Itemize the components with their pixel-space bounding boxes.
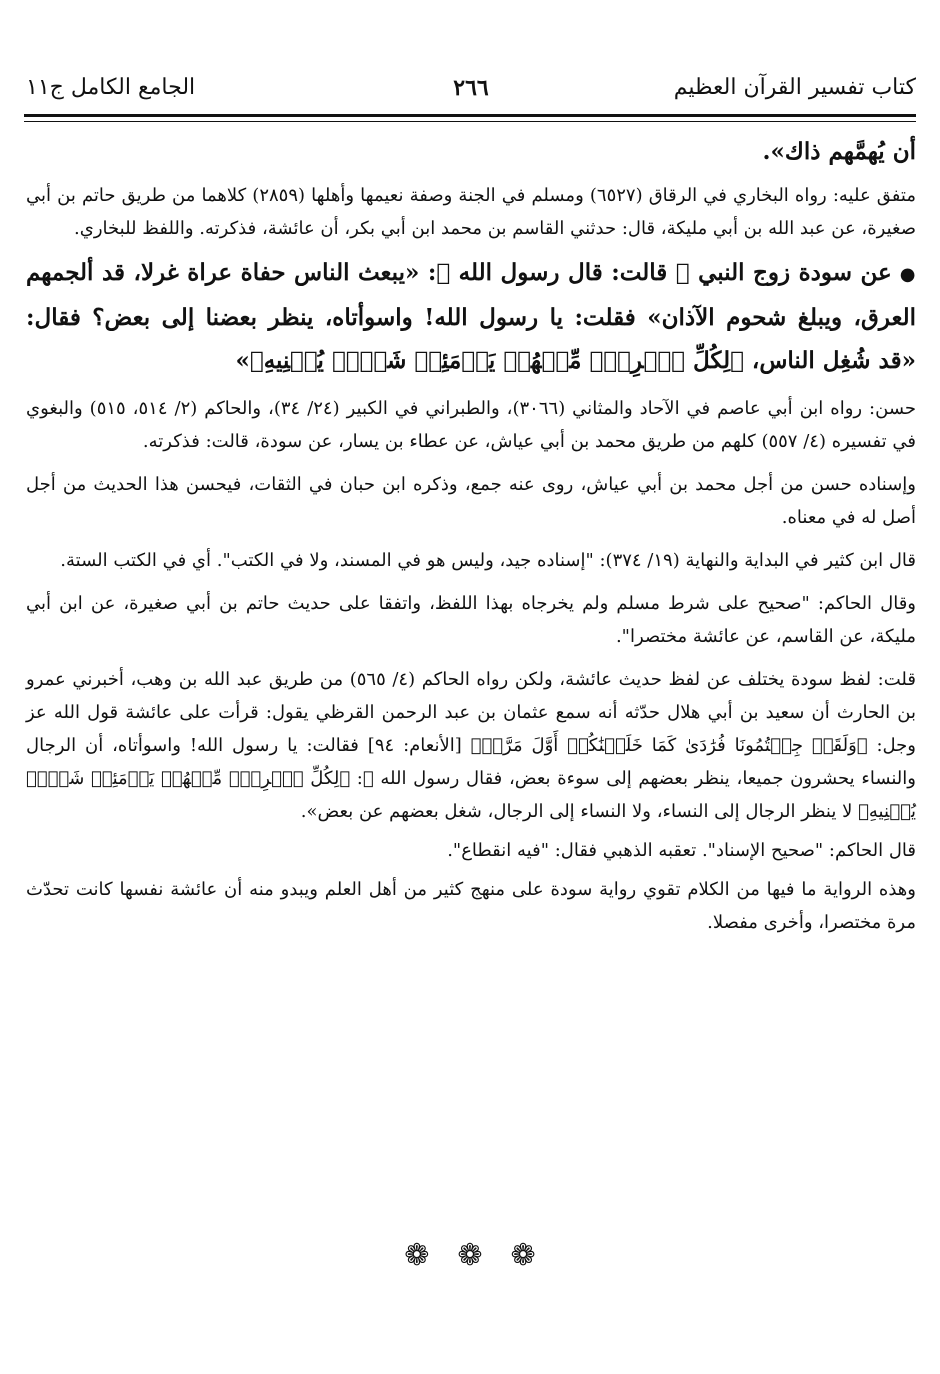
- ornament-divider-icon: ❁❁❁: [404, 1238, 564, 1273]
- page-number: ٢٦٦: [453, 75, 489, 101]
- book-title: كتاب تفسير القرآن العظيم: [673, 75, 916, 100]
- header-rule-thin: [24, 121, 916, 122]
- hadith-continuation: أن يُهمَّهم ذاك».: [762, 138, 916, 165]
- hakim-dhahabi-note: قال الحاكم: "صحيح الإسناد". تعقبه الذهبي فقال: "فيه انقطاع".: [447, 840, 916, 861]
- isnad-note: وإسناده حسن من أجل محمد بن أبي عياش، روى عنه جمع، وذكره ابن حبان في الثقات، فيحسن هذا الحديث من أجل أصل له في معناه.: [26, 474, 916, 528]
- hadith-sawda: [26, 251, 916, 382]
- ibn-kathir-note: قال ابن كثير في البداية والنهاية (١٩/ ٣٧٤): "إسناده جيد، وليس هو في المسند، ولا في الكتب". أي في الكتب الستة.: [60, 550, 916, 571]
- hakim-note: وقال الحاكم: "صحيح على شرط مسلم ولم يخرجاه بهذا اللفظ، واتفقا على حديث حاتم بن أبي صغيرة، عن ابن أبي مليكة، عن القاسم، عن عائشة مختصرا".: [26, 593, 916, 647]
- volume-label: الجامع الكامل ج١١: [26, 75, 196, 100]
- takhrij-note-1: متفق عليه: رواه البخاري في الرقاق (٦٥٢٧) ومسلم في الجنة وصفة نعيمها وأهلها (٢٨٥٩) كلاهما من طريق حاتم بن أبي صغيرة، عن عبد الله بن أبي مليكة، قال: حدثني القاسم بن محمد ابن أبي بكر، أن عائشة، فذكرته. واللفظ للبخاري.: [26, 185, 916, 239]
- takhrij-note-2: حسن: رواه ابن أبي عاصم في الآحاد والمثاني (٣٠٦٦)، والطبراني في الكبير (٢٤/ ٣٤)، والحاكم (٢/ ٥١٤، ٥١٥) والبغوي في تفسيره (٤/ ٥٥٧) كلهم من طريق محمد بن أبي عياش، عن عطاء بن يسار، عن سودة، قالت: فذكرته.: [26, 398, 917, 452]
- page-header: [26, 68, 916, 108]
- author-comment: قلت: لفظ سودة يختلف عن لفظ حديث عائشة، ولكن رواه الحاكم (٤/ ٥٦٥) من طريق عبد الله بن وهب، أخبرني عمرو بن الحارث أن سعيد بن أبي هلال حدّثه أنه سمع عثمان بن عبد الرحمن القرظي يقول: قرأت على عائشة قول الله عز وجل: ﴿وَلَقَدۡ جِئۡتُمُونَا فُرَٰدَىٰ كَمَا خَلَقۡنَٰكُمۡ أَوَّلَ مَرَّةٖ﴾ [الأنعام: ٩٤] فقالت: يا رسول الله! واسوأتاه، أن الرجال والنساء يحشرون جميعا، ينظر بعضهم إلى سوءة بعض، فقال رسول الله ﷺ: ﴿لِكُلِّ ٱمۡرِيٕٖ مِّنۡهُمۡ يَوۡمَئِذٖ شَأۡنٞ يُغۡنِيهِ﴾ لا ينظر الرجال إلى النساء، ولا النساء إلى الرجال، شغل بعضهم عن بعض».: [26, 669, 916, 822]
- page-content: [26, 130, 916, 939]
- header-rule-thick: [24, 114, 916, 117]
- hadith-sawda-text: عن سودة زوج النبي ﷺ قالت: قال رسول الله ﷺ: «يبعث الناس حفاة عراة غرلا، قد ألجمهم العرق، ويبلغ شحوم الآذان» فقلت: يا رسول الله! واسوأتاه، ينظر بعضنا إلى بعض؟ فقال: «قد شُغِل الناس، ﴿لِكُلِّ ٱمۡرِيٕٖ مِّنۡهُمۡ يَوۡمَئِذٖ شَأۡنٞ يُغۡنِيهِ﴾»: [26, 259, 916, 374]
- bullet-icon: ●: [899, 264, 916, 285]
- conclusion-note: وهذه الرواية ما فيها من الكلام تقوي رواية سودة على منهج كثير من أهل العلم ويبدو منه أن عائشة نفسها كانت تحدّث مرة مختصرا، وأخرى مفصلا.: [26, 879, 916, 933]
